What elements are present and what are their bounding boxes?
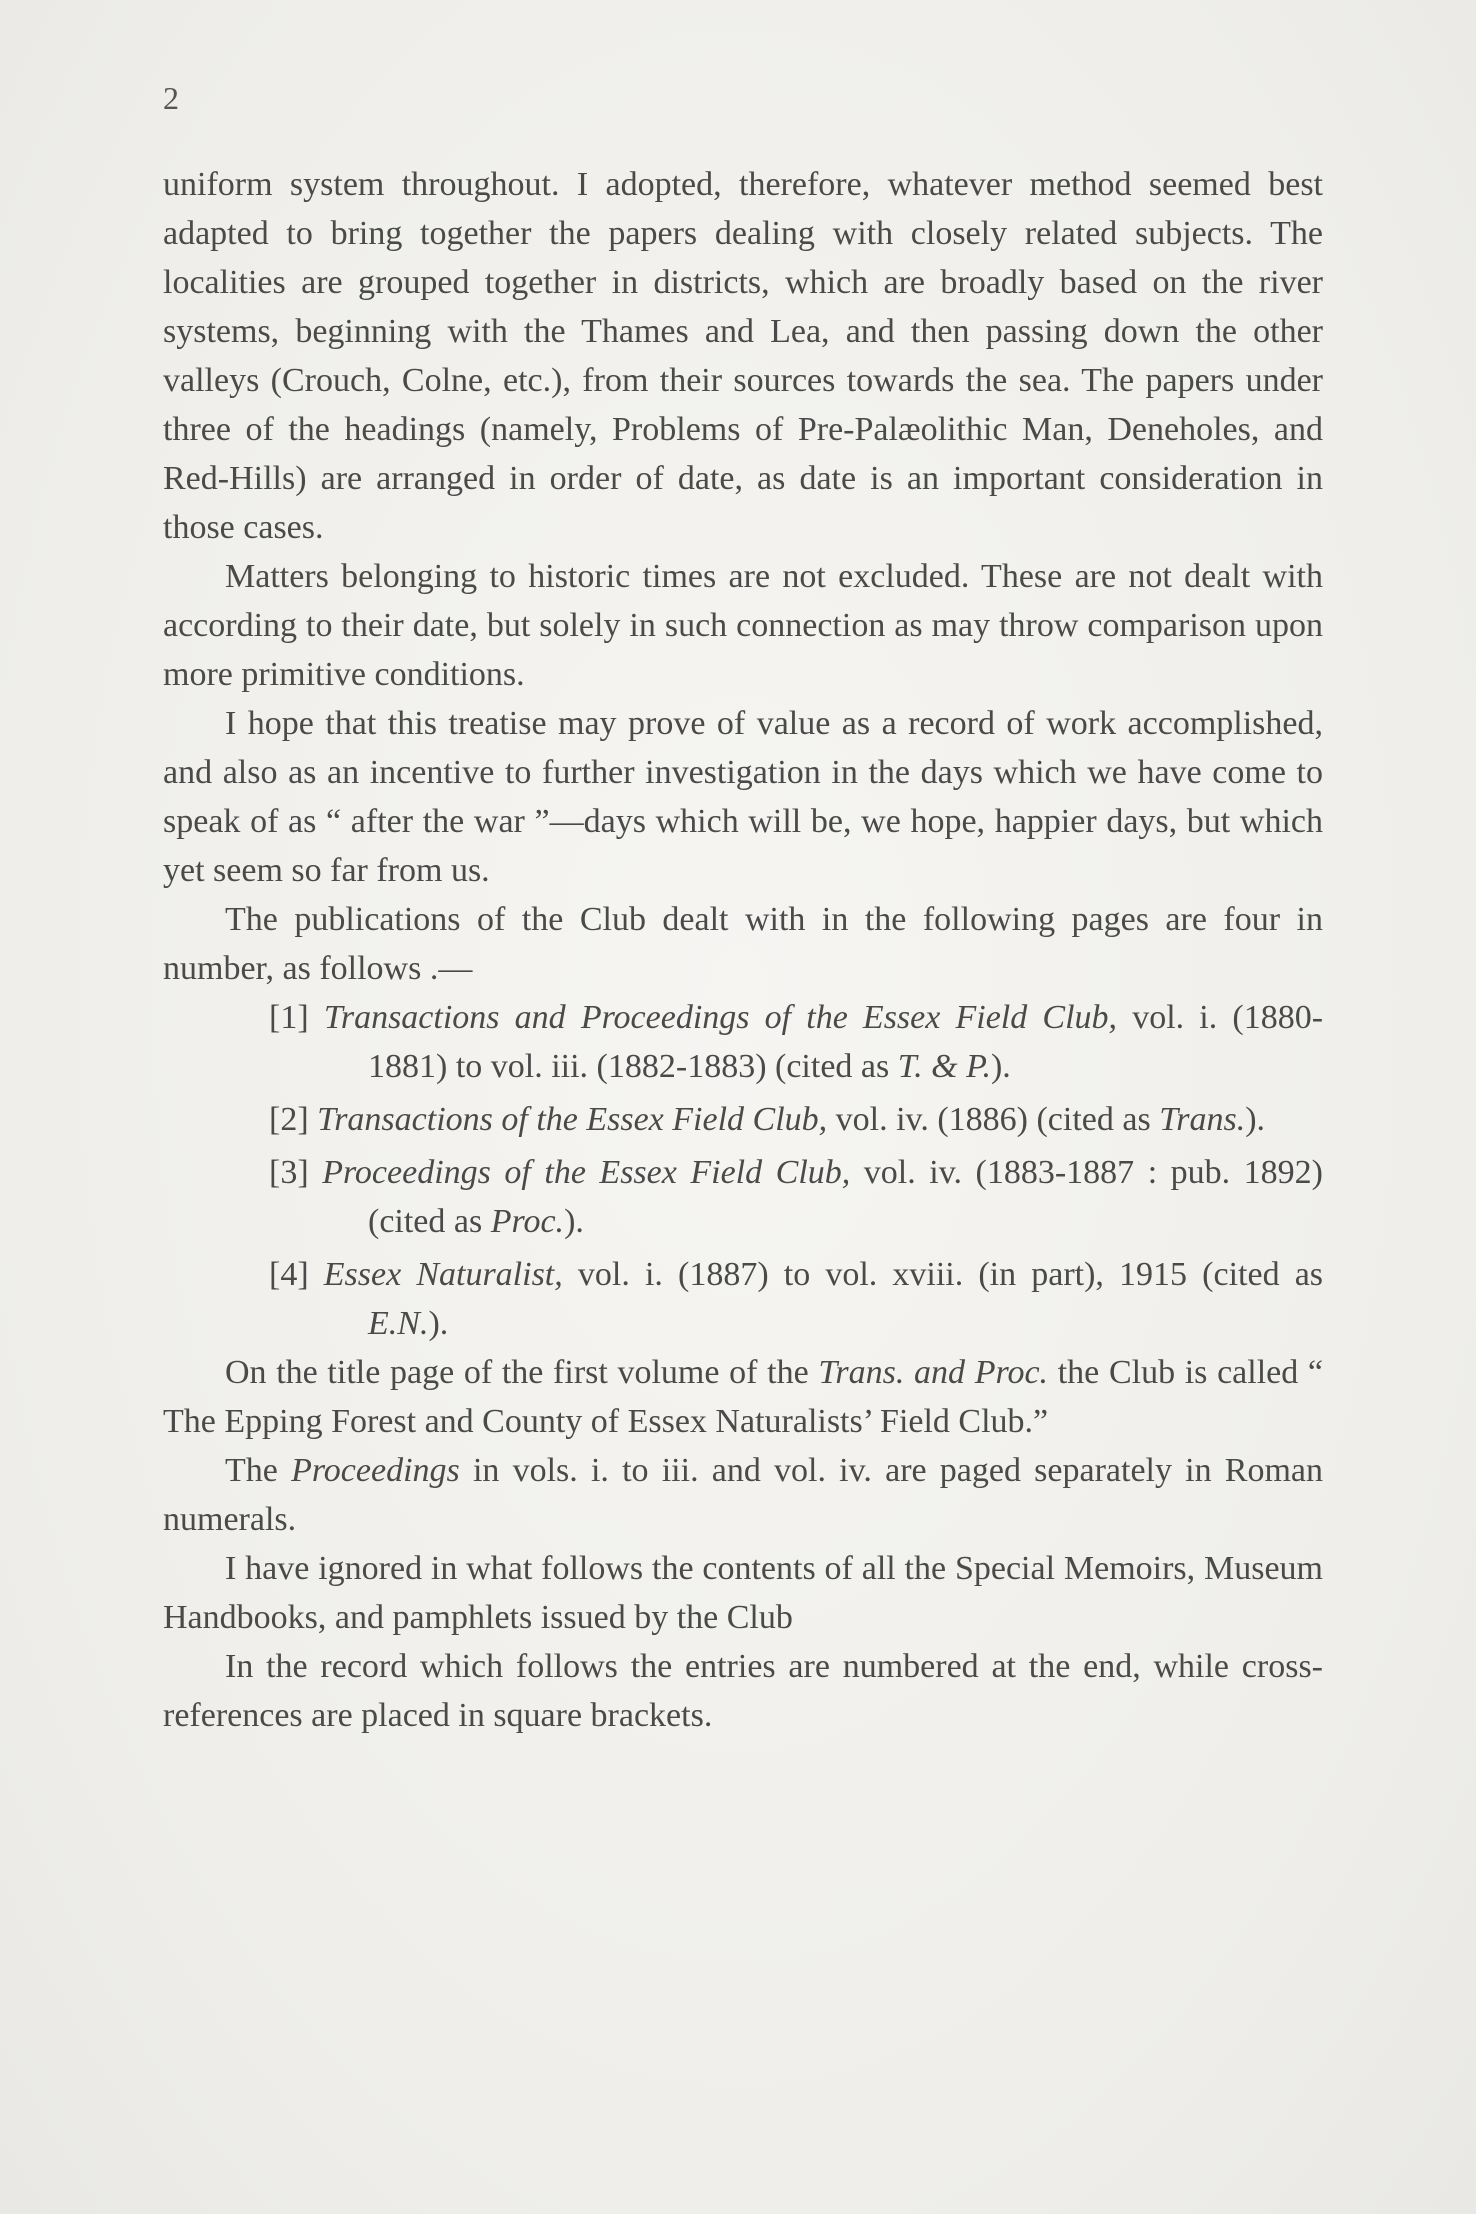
publication-item	[163, 1250, 1323, 1348]
publication-tail: ).	[564, 1203, 584, 1240]
publication-item	[163, 993, 1323, 1091]
paragraph-5-italic: Trans. and Proc.	[818, 1354, 1049, 1391]
publication-tail: ).	[428, 1305, 449, 1342]
page-number: 2	[163, 80, 179, 116]
paragraph-4: The publications of the Club dealt with in the following pages are four in number, as follows .—	[163, 901, 1323, 987]
publication-number: [4]	[269, 1256, 309, 1293]
publication-details: vol. iv. (1886) (cited as	[835, 1101, 1151, 1138]
paragraph-2: Matters belonging to historic times are not excluded. These are not dealt with according to their date, but solely in such connection as may throw comparison upon more primitive conditions.	[163, 558, 1323, 693]
publication-citation: T. & P.	[897, 1048, 991, 1085]
paragraph-6-text-end: in vols. i. to iii. and vol. iv. are paged separately in Roman numerals.	[163, 1452, 1324, 1538]
paragraph-5	[163, 1348, 1323, 1446]
paragraph-5-text-end: the Club is called “ The Epping Forest and County of Essex Naturalists’ Field Club.”	[163, 1354, 1324, 1440]
publication-details: vol. i. (1880-1881) to vol. iii. (1882-1883) (cited as	[368, 999, 1324, 1085]
publication-title: Essex Naturalist,	[323, 1256, 563, 1293]
publication-title: Transactions and Proceedings of the Essex Field Club,	[323, 999, 1118, 1036]
paragraph-6	[163, 1446, 1323, 1544]
paragraph-8: In the record which follows the entries are numbered at the end, while cross-references are placed in square brackets.	[163, 1648, 1323, 1734]
paragraph-6-text: The	[225, 1452, 278, 1489]
paragraph-5-text: On the title page of the first volume of the	[225, 1354, 809, 1391]
body-text	[163, 160, 1323, 1740]
publication-details: vol. i. (1887) to vol. xviii. (in part), 1915 (cited as	[577, 1256, 1324, 1293]
publication-number: [3]	[269, 1154, 309, 1191]
publication-number: [1]	[269, 999, 309, 1036]
publication-details: vol. iv. (1883-1887 : pub. 1892) (cited as	[368, 1154, 1324, 1240]
paragraph-3: I hope that this treatise may prove of value as a record of work accomplished, and also as an incentive to further investigation in the days which we have come to speak of as “ after the war ”—days which will be, we hope, happier days, but which yet seem so far from us.	[163, 705, 1323, 889]
publication-list	[163, 993, 1323, 1348]
publication-item	[163, 1148, 1323, 1246]
publication-tail: ).	[990, 1048, 1011, 1085]
paragraph-1: uniform system throughout. I adopted, therefore, whatever method seemed best adapted to bring together the papers dealing with closely related subjects. The localities are grouped together in districts, which are broadly based on the river systems, beginning with the Thames and Lea, and then passing down the other valleys (Crouch, Colne, etc.), from their sources towards the sea. The papers under three of the headings (namely, Problems of Pre-Palæolithic Man, Deneholes, and Red-Hills) are arranged in order of date, as date is an important consideration in those cases.	[163, 166, 1323, 546]
paragraph-6-italic: Proceedings	[291, 1452, 460, 1489]
publication-number: [2]	[269, 1101, 309, 1138]
publication-citation: E.N.	[368, 1305, 429, 1342]
publication-citation: Proc.	[490, 1203, 565, 1240]
publication-title: Proceedings of the Essex Field Club,	[322, 1154, 851, 1191]
publication-citation: Trans.	[1159, 1101, 1246, 1138]
paragraph-7: I have ignored in what follows the contents of all the Special Memoirs, Museum Handbooks, and pamphlets issued by the Club	[163, 1550, 1323, 1636]
publication-tail: ).	[1245, 1101, 1266, 1138]
publication-item	[163, 1095, 1323, 1144]
publication-title: Transactions of the Essex Field Club,	[317, 1101, 828, 1138]
